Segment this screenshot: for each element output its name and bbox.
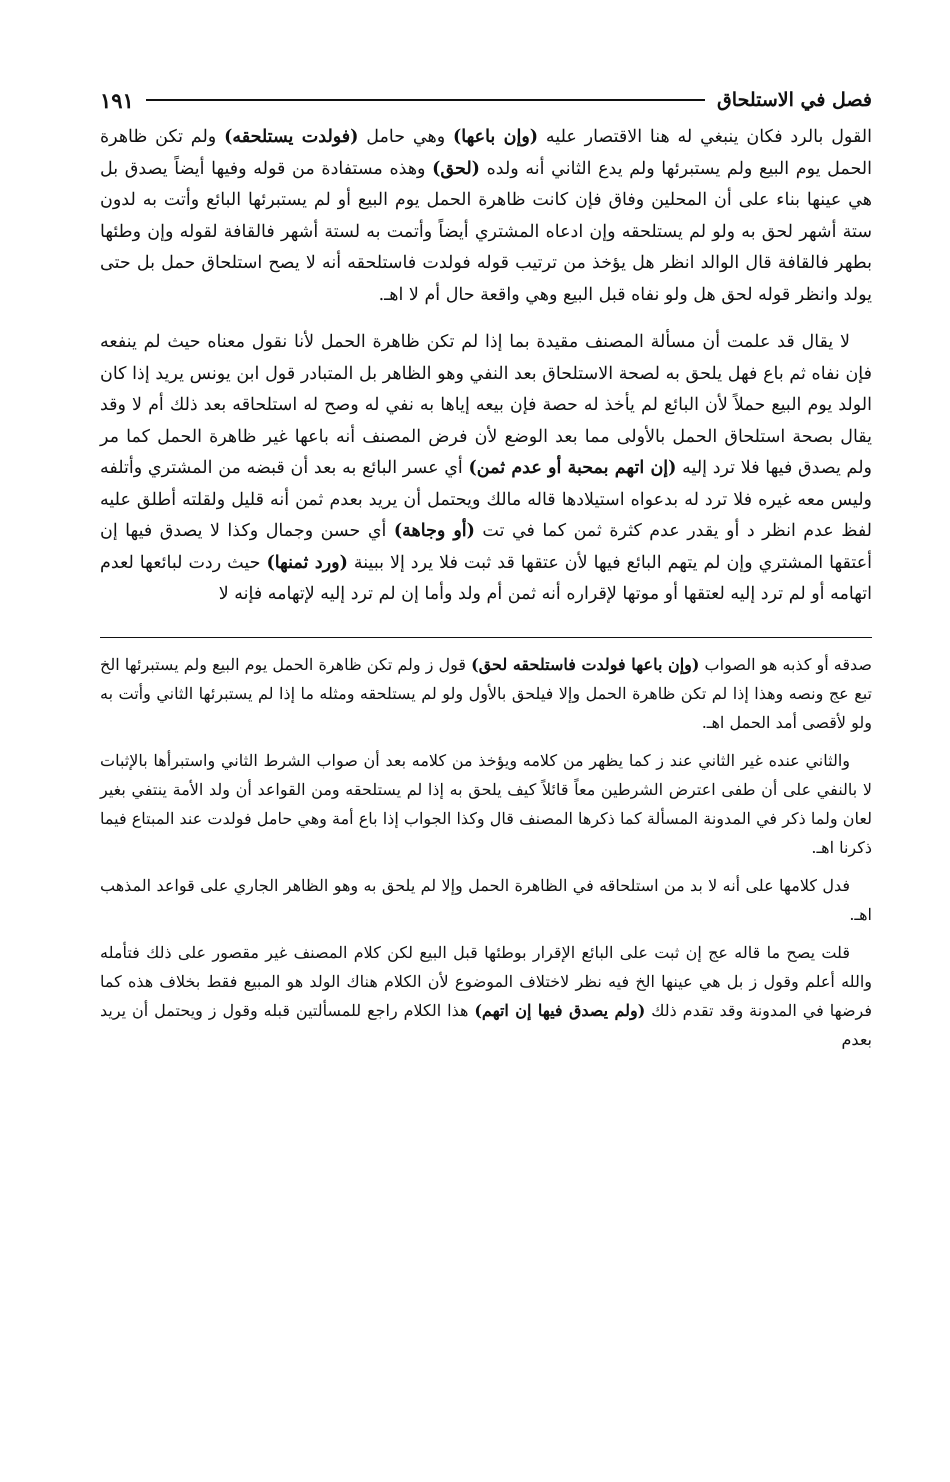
matn-quote: (ولم يصدق فيها إن اتهم) [474, 1000, 646, 1020]
text-run: قلت يصح ما قاله عج إن ثبت على البائع الإقرار بوطئها قبل البيع لكن كلام المصنف غير مقصور على ذلك فتأمله والله أعلم وقول ز بل هي عينها الخ فيه نظر لاختلاف الموضوع لأن الكلام هناك الولد هو المبيع فقط بخلاف هذه كما فرضها في المدونة وقد تقدم ذلك [100, 942, 873, 1020]
text-run: صدقه أو كذبه هو الصواب [699, 654, 872, 674]
footnote-paragraph-3: فدل كلامها على أنه لا بد من استلحاقه في الظاهرة الحمل وإلا لم يلحق به وهو الظاهر الجاري على قواعد المذهب اهـ. [100, 875, 872, 924]
running-header [100, 78, 872, 122]
matn-quote: (ورد ثمنها) [266, 552, 348, 573]
text-run: حيث ردت لبائعها لعدم اتهامه أو لم ترد إليه لعتقها أو موتها لإقراره أنه ثمن أم ولد وأما إن لم ترد إليه لإتهامه فإنه لا [100, 552, 872, 604]
matn-quote: (فولدت يستلحقه) [224, 127, 359, 147]
matn-quote: (وإن باعها فولدت فاستلحقه لحق) [471, 654, 700, 674]
footnote-paragraph-2: والثاني عنده غير الثاني عند ز كما يظهر من كلامه ويؤخذ من كلامه بعد أن صواب الشرط الثاني واستبرأها بالإثبات لا بالنفي على أن طفى اعترض الشرطين معاً قائلاً كيف يلحق به إذا لم يستلحقه ومن القواعد أن ولد الأمة ينتفي بغير لعان ولما ذكر في المدونة المسألة كما ذكرها المصنف قال وكذا الجواب إذا باع أمة وهي حامل فولدت عند المبتاع فيما ذكرنا اهـ. [100, 750, 873, 857]
matn-quote: (لحق) [432, 158, 480, 179]
header-rule [146, 99, 705, 101]
text-run: لا يقال قد علمت أن مسألة المصنف مقيدة بما إذا لم تكن ظاهرة الحمل لأنا نقول معناه حيث لم ينفعه فإن نفاه ثم باع فهل يلحق به لصحة الاستلحاق بعد النفي وهو الظاهر بل المتبادر قول ابن يونس يريد إذا كان الولد يوم البيع حملاً لأن البائع لم يأخذ له حصة فإن بيعه إياها به نفي له وصح له استلحاقه بعد ذلك أم لا وقد يقال بصحة استلحاق الحمل بالأولى مما بعد الوضع لأن فرض المصنف أنه باعها غير ظاهرة الحمل كما مر ولم يصدق فيها فلا ترد إليه [100, 332, 872, 478]
book-page [100, 78, 872, 1054]
text-run: قول ز ولم تكن ظاهرة الحمل يوم البيع ولم يستبرئها الخ تبع عج ونصه وهذا إذا لم تكن ظاهرة الحمل وإلا فيلحق بالأول ولو لم يستلحقه ومثله ما إذا لم يستبرئها الثاني وأتت به ولو لأقصى أمد الحمل اهـ. [100, 654, 872, 732]
footnote-paragraph-4 [100, 938, 872, 1054]
text-run: أي حسن وجمال وكذا لا يصدق فيها إن أعتقها المشتري وإن لم يتهم البائع فيها لأن عتقها قد ثبت فلا يرد إلا ببينة [100, 521, 872, 573]
main-paragraph-1 [100, 122, 872, 311]
footnotes [100, 650, 872, 1054]
text-run: وهذه مستفادة من قوله وفيها أيضاً يصدق بل هي عينها بناء على أن المحلين وفاق فإن كانت ظاهرة الحمل يوم البيع أو لم يستبرئها البائع وأتت به لدون ستة أشهر لحق به ولو لم يستلحقه وإن ادعاه المشتري أيضاً وأتمت به لستة أشهر فالقافة لقوله وإن وطئها بطهر فالقافة قال الوالد انظر هل يؤخذ من ترتيب قوله فولدت فاستلحقه أنه لا يصح استلحاق حمل بل حتى يولد وانظر قوله لحق هل ولو نفاه قبل البيع وهي واقعة حال أم لا اهـ. [100, 158, 872, 305]
text-run: وهي حامل [358, 127, 453, 147]
page-number: ١٩١ [100, 87, 134, 113]
text-run: هذا الكلام راجع للمسألتين قبله وقول ز ويحتمل أن يريد بعدم [100, 1000, 872, 1049]
matn-quote: (إن اتهم بمحبة أو عدم ثمن) [468, 458, 677, 478]
chapter-title: فصل في الاستلحاق [717, 89, 872, 111]
text-run: أي عسر البائع به بعد أن قبضه من المشتري وأتلفه وليس معه غيره فلا ترد له بدعواه استيلادها قاله مالك ويحتمل أن يريد بعدم ثمن أنه قليل ولقلته أطلق عليه لفظ عدم انظر د أو يقدر عدم كثرة ثمن كما في تت [100, 458, 873, 541]
text-run: ولم تكن ظاهرة الحمل يوم البيع ولم يستبرئها ولم يدع الثاني أنه ولده [100, 127, 872, 179]
matn-quote: (وإن باعها) [452, 127, 539, 147]
text-run: القول بالرد فكان ينبغي له هنا الاقتصار عليه [538, 127, 872, 147]
footnote-separator [100, 637, 872, 638]
main-text [100, 122, 872, 611]
matn-quote: (أو وجاهة) [393, 521, 475, 541]
footnote-paragraph-1 [100, 650, 872, 737]
main-paragraph-2 [100, 327, 872, 611]
